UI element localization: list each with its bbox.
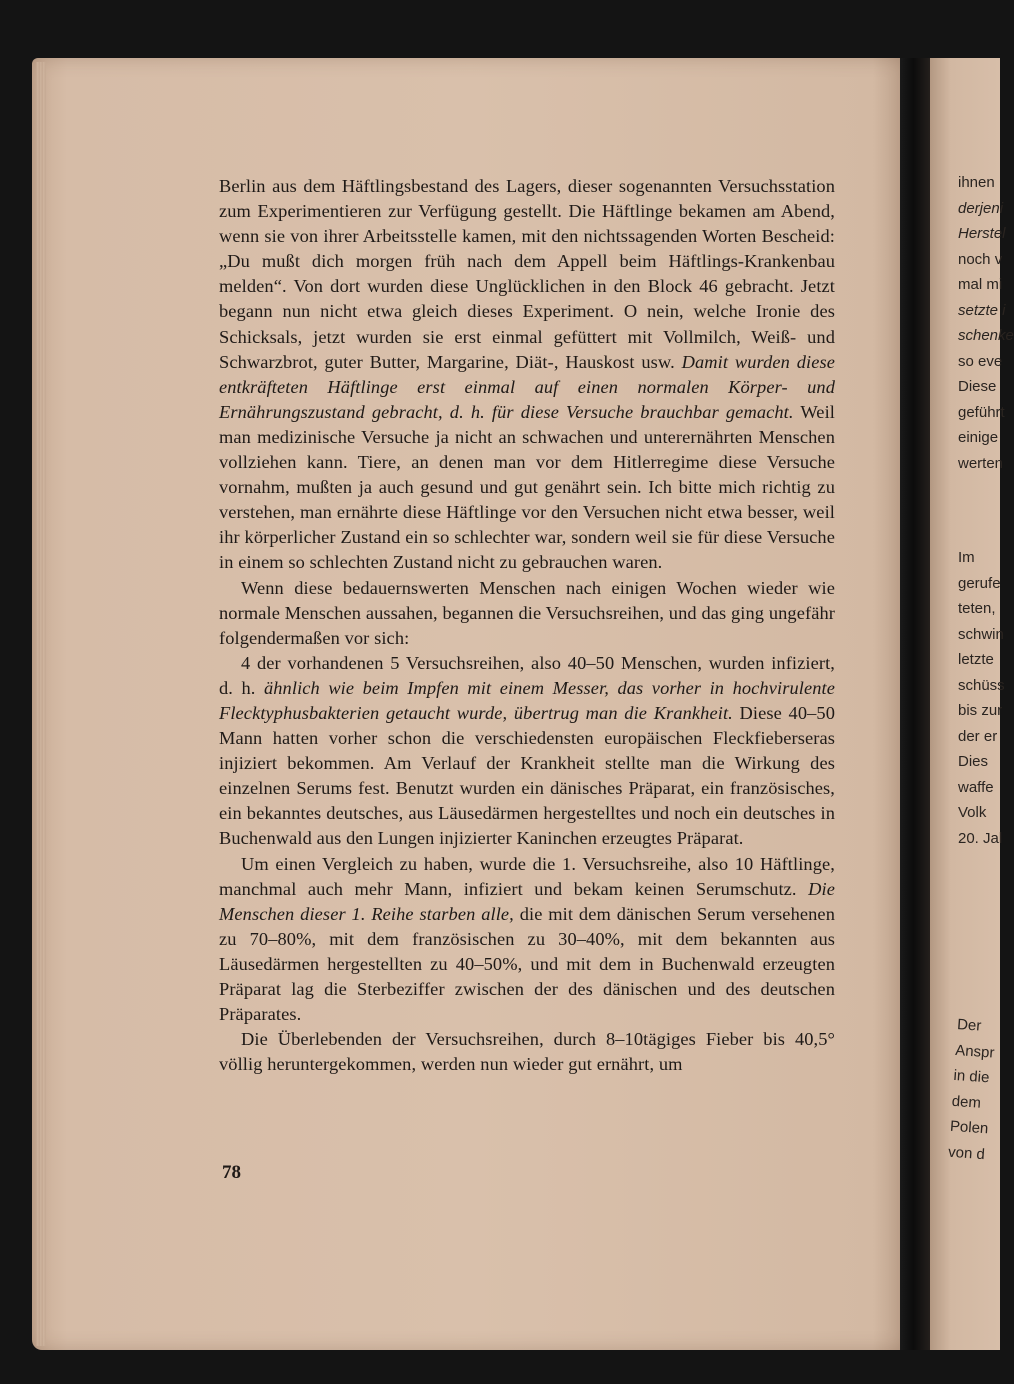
- facing-page-line: letzte: [958, 651, 994, 668]
- facing-page-line: schenke: [958, 327, 1014, 344]
- text-run: Um einen Vergleich zu haben, wurde die 1. Versuchsreihe, also 10 Häftlinge, manchmal auch mehr Mann, infiziert und bekam keinen Serumschutz.: [219, 853, 835, 899]
- facing-page-text-block-2: [958, 545, 1005, 851]
- body-paragraph: [219, 852, 835, 1028]
- text-run: Weil man medizinische Versuche ja nicht an schwachen und unterernährten Menschen vollziehen kann. Tiere, an denen man vor dem Hitlerregime diese Versuche vornahm, mußten ja auch gesund und gut genährt sein. Ich bitte mich richtig zu verstehen, man ernährte diese Häftlinge vor den Versuchen nicht etwa besser, weil ihr körperlicher Zustand ein so schlechter war, sondern weil sie für diese Versuche in einem so schlechten Zustand nicht zu gebrauchen waren.: [219, 401, 835, 573]
- facing-page-line: in die: [952, 1066, 990, 1087]
- text-run: Die Überlebenden der Versuchsreihen, durch 8–10tägiges Fieber bis 40,5° völlig heruntergekommen, werden nun wieder gut ernährt, um: [219, 1029, 835, 1075]
- facing-page-line: teten,: [958, 600, 996, 617]
- book-gutter: [900, 58, 934, 1350]
- facing-page-line: Dies: [958, 753, 989, 770]
- facing-page-line: Diese: [958, 378, 997, 395]
- facing-page-line: geführt: [958, 403, 1005, 421]
- italic-text-run: Die Menschen dieser 1. Reihe starben alle,: [219, 878, 835, 924]
- body-paragraph: [219, 576, 835, 651]
- facing-page-line: gerufe: [958, 574, 1001, 592]
- body-paragraph: [219, 174, 835, 576]
- facing-page-line: dem: [951, 1092, 982, 1112]
- page-edge-stack: [36, 62, 46, 1346]
- facing-page-line: werten: [958, 454, 1004, 472]
- page-number: 78: [222, 1162, 241, 1183]
- facing-page-line: Anspr: [954, 1041, 996, 1062]
- facing-page-line: 20. Jal: [958, 829, 1003, 847]
- facing-page-line: Herstel: [958, 225, 1006, 242]
- body-paragraph: [219, 1027, 835, 1077]
- italic-text-run: ähnlich wie beim Impfen mit einem Messer, das vorher in hochvirulente Flecktyphusbakterien getaucht wurde, übertrug man die Krankheit.: [219, 677, 835, 723]
- facing-page-line: Volk: [958, 804, 987, 821]
- facing-page-line: Im: [958, 549, 975, 566]
- facing-page-line: bis zur: [958, 702, 1003, 719]
- facing-page-line: so eve: [958, 352, 1003, 370]
- facing-page-line: einige: [958, 429, 999, 446]
- text-run: Wenn diese bedauernswerten Menschen nach einigen Wochen wieder wie normale Menschen aussahen, begannen die Versuchsreihen, und das ging ungefähr folgendermaßen vor sich:: [219, 577, 835, 648]
- facing-page-line: ihnen: [958, 174, 995, 191]
- facing-page-line: schwin: [958, 625, 1004, 643]
- facing-page-line: setzte i: [958, 301, 1006, 319]
- facing-page-line: derjeni: [958, 199, 1004, 217]
- text-run: 4 der vorhandenen 5 Versuchsreihen, also 40–50 Menschen, wurden infiziert, d. h.: [219, 652, 835, 698]
- facing-page-line: noch v: [958, 250, 1003, 268]
- text-run: Diese 40–50 Mann hatten vorher schon die verschiedensten europäischen Fleckfieberseras injiziert bekommen. Am Verlauf der Krankheit stellte man die Wirkung des einzelnen Serums fest. Benutzt wurden ein dänisches Präparat, ein französisches, ein bekanntes deutsches, aus Läusedärmen hergestelltes und noch ein deutsches in Buchenwald aus den Lungen injizierter Kaninchen erzeugtes Präparat.: [219, 702, 836, 849]
- page-body-text: [219, 174, 835, 1077]
- italic-text-run: Damit wurden diese entkräfteten Häftlinge erst einmal auf einen normalen Körper- und Ernährungszustand gebracht, d. h. für diese Versuche brauchbar gemacht.: [219, 351, 835, 422]
- text-run: die mit dem dänischen Serum versehenen zu 70–80%, mit dem französischen zu 30–40%, mit dem bekannten aus Läusedärmen hergestellten zu 40–50%, und mit dem in Buchenwald erzeugten Präparat lag die Sterbeziffer zwischen der des dänischen und des deutschen Präparates.: [219, 903, 835, 1025]
- facing-page-text-block-1: [958, 170, 1014, 476]
- facing-page-line: der er: [958, 727, 998, 745]
- facing-page-line: Polen: [949, 1117, 989, 1138]
- facing-page-line: waffe: [958, 778, 994, 796]
- text-run: Berlin aus dem Häftlingsbestand des Lagers, dieser sogenannten Versuchsstation zum Experimentieren zur Verfügung gestellt. Die Häftlinge bekamen am Abend, wenn sie von ihrer Arbeitsstelle kamen, mit den nichtssagenden Worten Bescheid: „Du mußt dich morgen früh nach dem Appell beim Häftlings-Krankenbau melden“. Von dort wurden diese Unglücklichen in den Block 46 gebracht. Jetzt begann nun nicht etwa gleich dieses Experiment. O nein, welche Ironie des Schicksals, jetzt wurden sie erst einmal gefüttert mit Vollmilch, Weiß- und Schwarzbrot, guter Butter, Margarine, Diät-, Hauskost usw.: [219, 176, 835, 372]
- facing-page-line: schüss: [958, 676, 1005, 694]
- facing-page-line: mal mi: [958, 276, 1003, 293]
- facing-page-line: Der: [956, 1015, 982, 1035]
- facing-page-line: von d: [947, 1143, 986, 1163]
- body-paragraph: [219, 651, 835, 852]
